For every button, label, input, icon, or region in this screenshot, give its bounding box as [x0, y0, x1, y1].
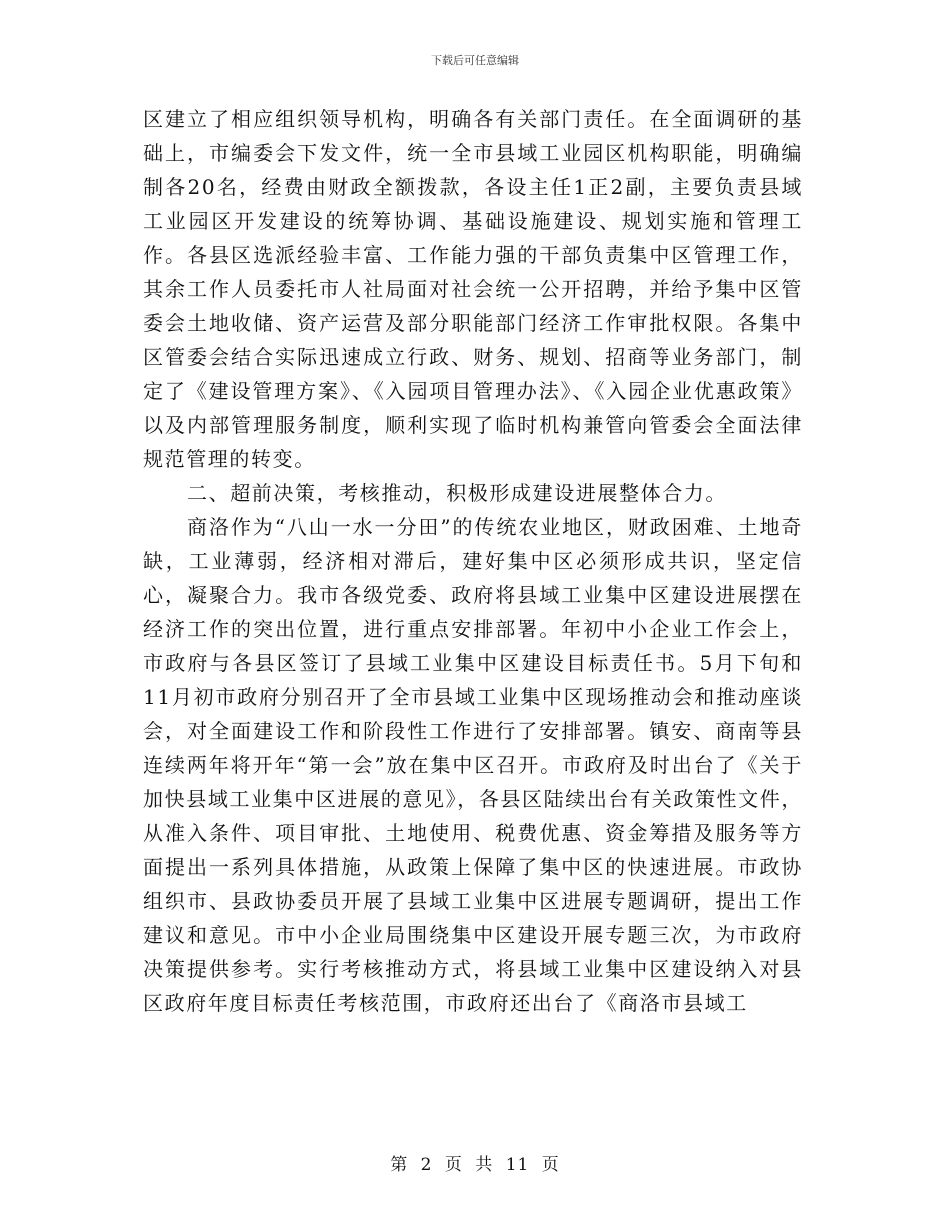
- paragraph-continuation: 区建立了相应组织领导机构，明确各有关部门责任。在全面调研的基础上，市编委会下发文件，统一全市县域工业园区机构职能，明确编制各20名，经费由财政全额拨款，各设主任1正2副，主要负责县域工业园区开发建设的统筹协调、基础设施建设、规划实施和管理工作。各县区选派经验丰富、工作能力强的干部负责集中区管理工作，其余工作人员委托市人社局面对社会统一公开招聘，并给予集中区管委会土地收储、资产运营及部分职能部门经济工作审批权限。各集中区管委会结合实际迅速成立行政、财务、规划、招商等业务部门，制定了《建设管理方案》、《入园项目管理办法》、《入园企业优惠政策》以及内部管理服务制度，顺利实现了临时机构兼管向管委会全面法律规范管理的转变。: [143, 107, 803, 471]
- document-body: [143, 102, 803, 1020]
- paragraph-body: 商洛作为“八山一水一分田”的传统农业地区，财政困难、土地奇缺，工业薄弱，经济相对滞后，建好集中区必须形成共识，坚定信心，凝聚合力。我市各级党委、政府将县域工业集中区建设进展摆在经济工作的突出位置，进行重点安排部署。年初中小企业工作会上，市政府与各县区签订了县域工业集中区建设目标责任书。5月下旬和11月初市政府分别召开了全市县域工业集中区现场推动会和推动座谈会，对全面建设工作和阶段性工作进行了安排部署。镇安、商南等县连续两年将开年“第一会”放在集中区召开。市政府及时出台了《关于加快县域工业集中区进展的意见》，各县区陆续出台有关政策性文件，从准入条件、项目审批、土地使用、税费优惠、资金筹措及服务等方面提出一系列具体措施，从政策上保障了集中区的快速进展。市政协组织市、县政协委员开展了县域工业集中区进展专题调研，提出工作建议和意见。市中小企业局围绕集中区建设开展专题三次，为市政府决策提供参考。实行考核推动方式，将县域工业集中区建设纳入对县区政府年度目标责任考核范围，市政府还出台了《商洛市县域工: [143, 515, 803, 1015]
- page-header-note: 下载后可任意编辑: [431, 54, 519, 67]
- page-number-footer: 第 2 页 共 11 页: [390, 1155, 560, 1175]
- section-heading: 二、超前决策，考核推动，积极形成建设进展整体合力。: [187, 481, 727, 505]
